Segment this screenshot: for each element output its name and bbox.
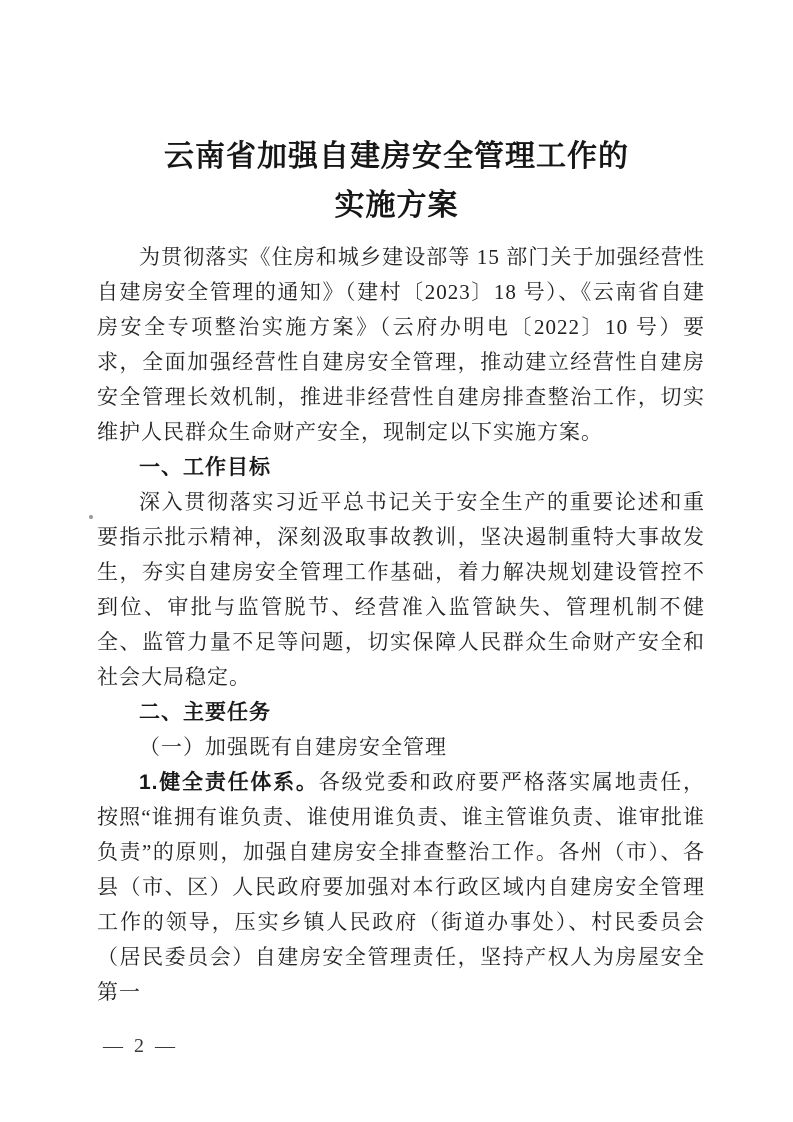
section-heading-work-goals: 一、工作目标 — [139, 456, 271, 479]
paragraph-work-goals: 深入贯彻落实习近平总书记关于安全生产的重要论述和重要指示批示精神，深刻汲取事故教训，坚决遏制重特大事故发生，夯实自建房安全管理工作基础，着力解决规划建设管控不到位、审批与监管脱节、经营准入监管缺失、管理机制不健全、监管力量不足等问题，切实保障人民群众生命财产安全和社会大局稳定。 — [97, 490, 705, 689]
paragraph-task-responsibility — [97, 765, 705, 1010]
section-heading-main-tasks: 二、主要任务 — [139, 701, 271, 724]
scan-speck — [89, 515, 93, 519]
task-1-bold-lead: 1.健全责任体系。 — [139, 771, 319, 794]
page-number: — 2 — — [103, 1035, 178, 1057]
title-line-2: 实施方案 — [334, 189, 459, 222]
document-title — [0, 132, 793, 230]
title-line-1: 云南省加强自建房安全管理工作的 — [164, 140, 629, 173]
document-body — [97, 240, 705, 1010]
task-1-body-text: 各级党委和政府要严格落实属地责任，按照“谁拥有谁负责、谁使用谁负责、谁主管谁负责、谁审批谁负责”的原则，加强自建房安全排查整治工作。各州（市）、各县（市、区）人民政府要加强对本行政区域内自建房安全管理工作的领导，压实乡镇人民政府（街道办事处）、村民委员会（居民委员会）自建房安全管理责任，坚持产权人为房屋安全第一 — [97, 770, 706, 1004]
paragraph-preamble: 为贯彻落实《住房和城乡建设部等 15 部门关于加强经营性自建房安全管理的通知》（建村〔2023〕18 号）、《云南省自建房安全专项整治实施方案》（云府办明电〔2022〕10 号）要求，全面加强经营性自建房安全管理，推动建立经营性自建房安全管理长效机制，推进非经营性自建房排查整治工作，切实维护人民群众生命财产安全，现制定以下实施方案。 — [97, 245, 705, 444]
subsection-heading-existing-housing: （一）加强既有自建房安全管理 — [139, 735, 447, 759]
